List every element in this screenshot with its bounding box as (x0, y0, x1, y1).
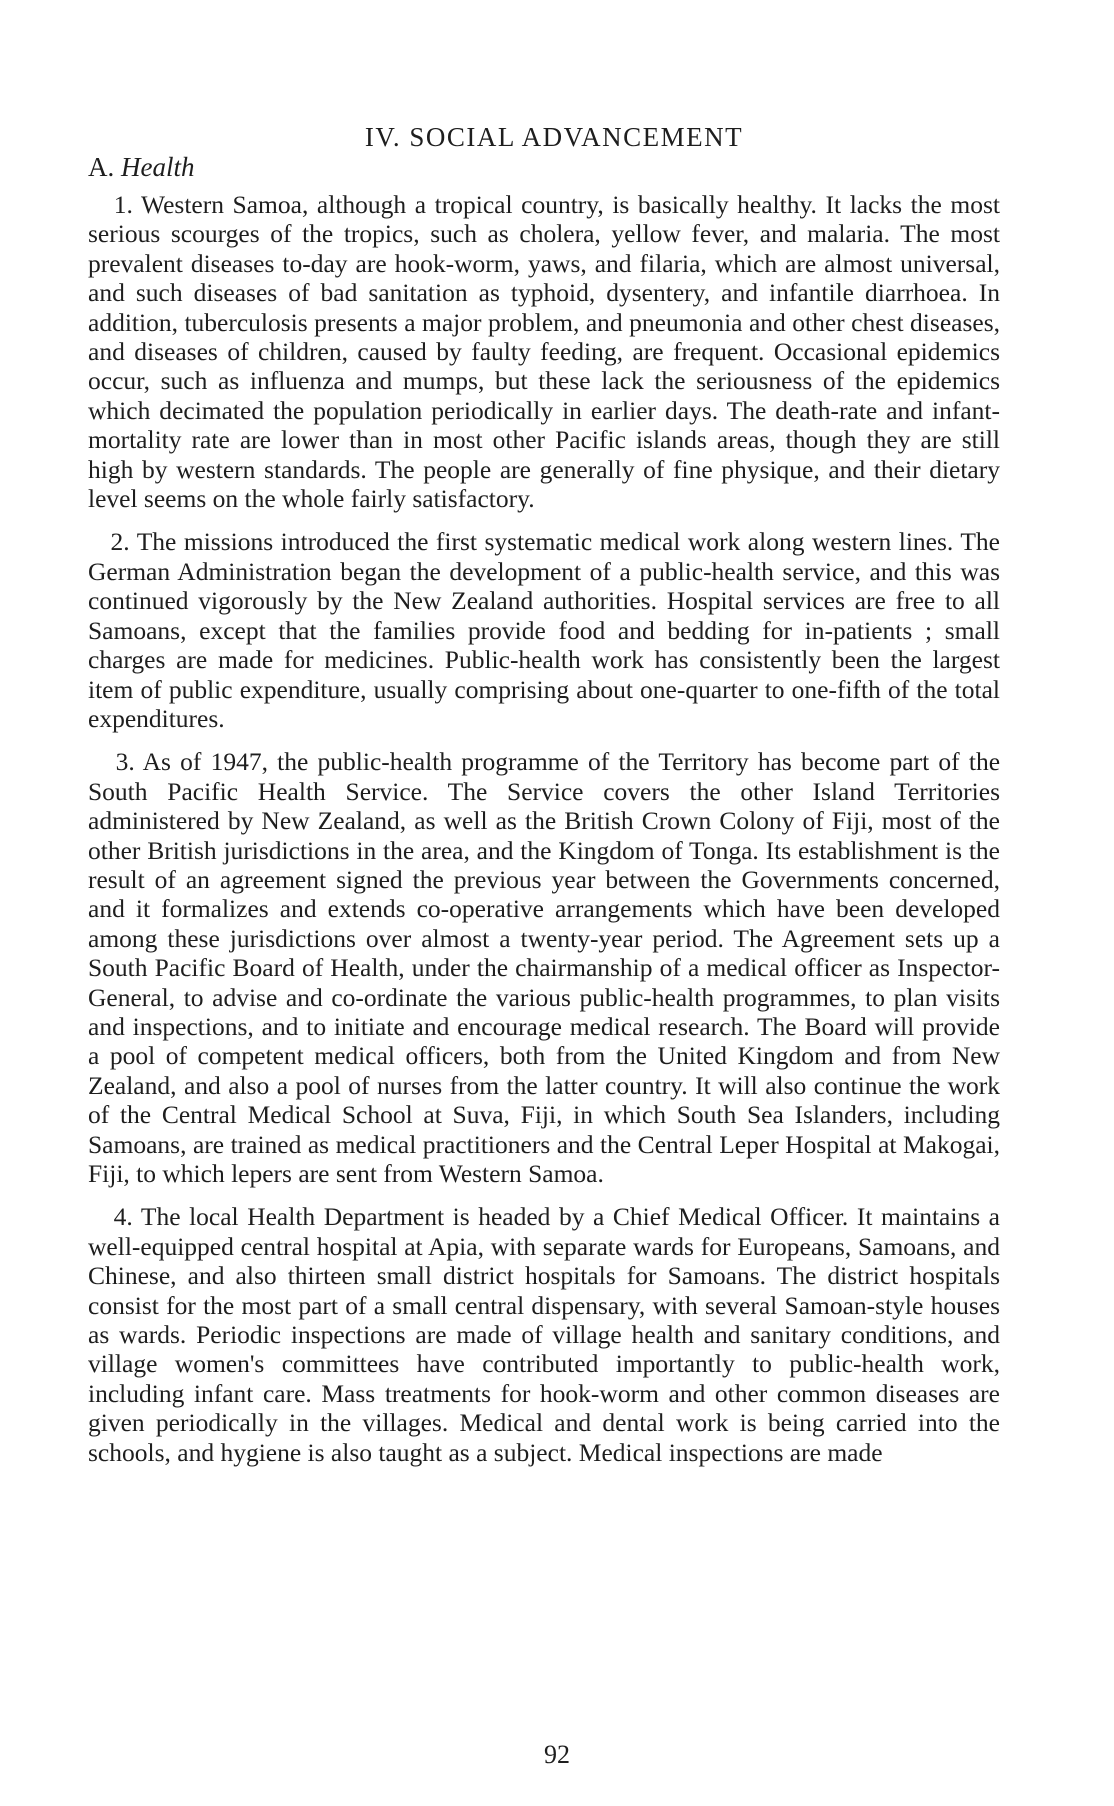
paragraph-text: Western Samoa, although a tropical country, is basically healthy. It lacks the most serious scourges of the tropics, such as cholera, yellow fever, and malaria. The most prevalent diseases to-day are hook-worm, yaws, and filaria, which are almost universal, and such diseases of bad sanitation as typhoid, dysentery, and infantile diarrhoea. In addition, tuberculosis presents a major problem, and pneumonia and other chest diseases, and diseases of children, caused by faulty feeding, are frequent. Occasional epidemics occur, such as influenza and mumps, but these lack the seriousness of the epidemics which decimated the population periodically in earlier days. The death-rate and infant-mortality rate are lower than in most other Pacific islands areas, though they are still high by western standards. The people are generally of fine physique, and their dietary level seems on the whole fairly satisfactory. (88, 190, 1001, 514)
paragraph-text: The local Health Department is headed by a Chief Medical Officer. It maintains a well-equipped central hospital at Apia, with separate wards for Europeans, Samoans, and Chinese, and also thirteen small district hospitals for Samoans. The district hospitals consist for the most part of a small central dispensary, with several Samoan-style houses as wards. Periodic inspections are made of village health and sanitary conditions, and village women's committees have contributed importantly to public-health work, including infant care. Mass treatments for hook-worm and other common diseases are given periodically in the villages. Medical and dental work is being carried into the schools, and hygiene is also taught as a subject. Medical inspections are made (88, 1202, 1001, 1467)
paragraph-text: The missions introduced the first systematic medical work along western lines. The German Administration began the development of a public-health service, and this was continued vigorously by the New Zealand authorities. Hospital services are free to all Samoans, except that the families provide food and bedding for in-patients ; small charges are made for medicines. Public-health work has consistently been the largest item of public expenditure, usually comprising about one-quarter to one-fifth of the total expenditures. (88, 527, 1000, 733)
paragraph-number: 4. (113, 1202, 133, 1232)
page-number: 92 (544, 1740, 570, 1769)
paragraph-text: As of 1947, the public-health programme of the Territory has become part of the South Pacific Health Service. The Service covers the other Island Territories administered by New Zealand, as well as the British Crown Colony of Fiji, most of the other British jurisdictions in the area, and the Kingdom of Tonga. Its establishment is the result of an agreement signed the previous year between the Governments concerned, and it formalizes and extends co-operative arrangements which have been developed among these jurisdictions over almost a twenty-year period. The Agreement sets up a South Pacific Board of Health, under the chairmanship of a medical officer as Inspector-General, to advise and co-ordinate the various public-health programmes, to plan visits and inspections, and to initiate and encourage medical research. The Board will provide a pool of competent medical officers, both from the United Kingdom and from New Zealand, and also a pool of nurses from the latter country. It will also continue the work of the Central Medical School at Suva, Fiji, in which South Sea Islanders, including Samoans, are trained as medical practitioners and the Central Leper Hospital at Makogai, Fiji, to which lepers are sent from Western Samoa. (88, 747, 1001, 1188)
paragraph-number: 2. (110, 527, 130, 557)
subsection-heading (88, 152, 1000, 182)
subsection-letter: A. (88, 152, 115, 182)
paragraph-number: 1. (113, 190, 133, 219)
page-body (88, 122, 1000, 1481)
subsection-name: Health (121, 152, 195, 182)
paragraph-4 (88, 1202, 1000, 1467)
section-title: IV. SOCIAL ADVANCEMENT (364, 122, 744, 152)
paragraph-3 (88, 747, 1000, 1188)
paragraph-2 (88, 527, 1000, 733)
paragraph-1 (88, 190, 1000, 513)
paragraph-number: 3. (115, 747, 135, 777)
